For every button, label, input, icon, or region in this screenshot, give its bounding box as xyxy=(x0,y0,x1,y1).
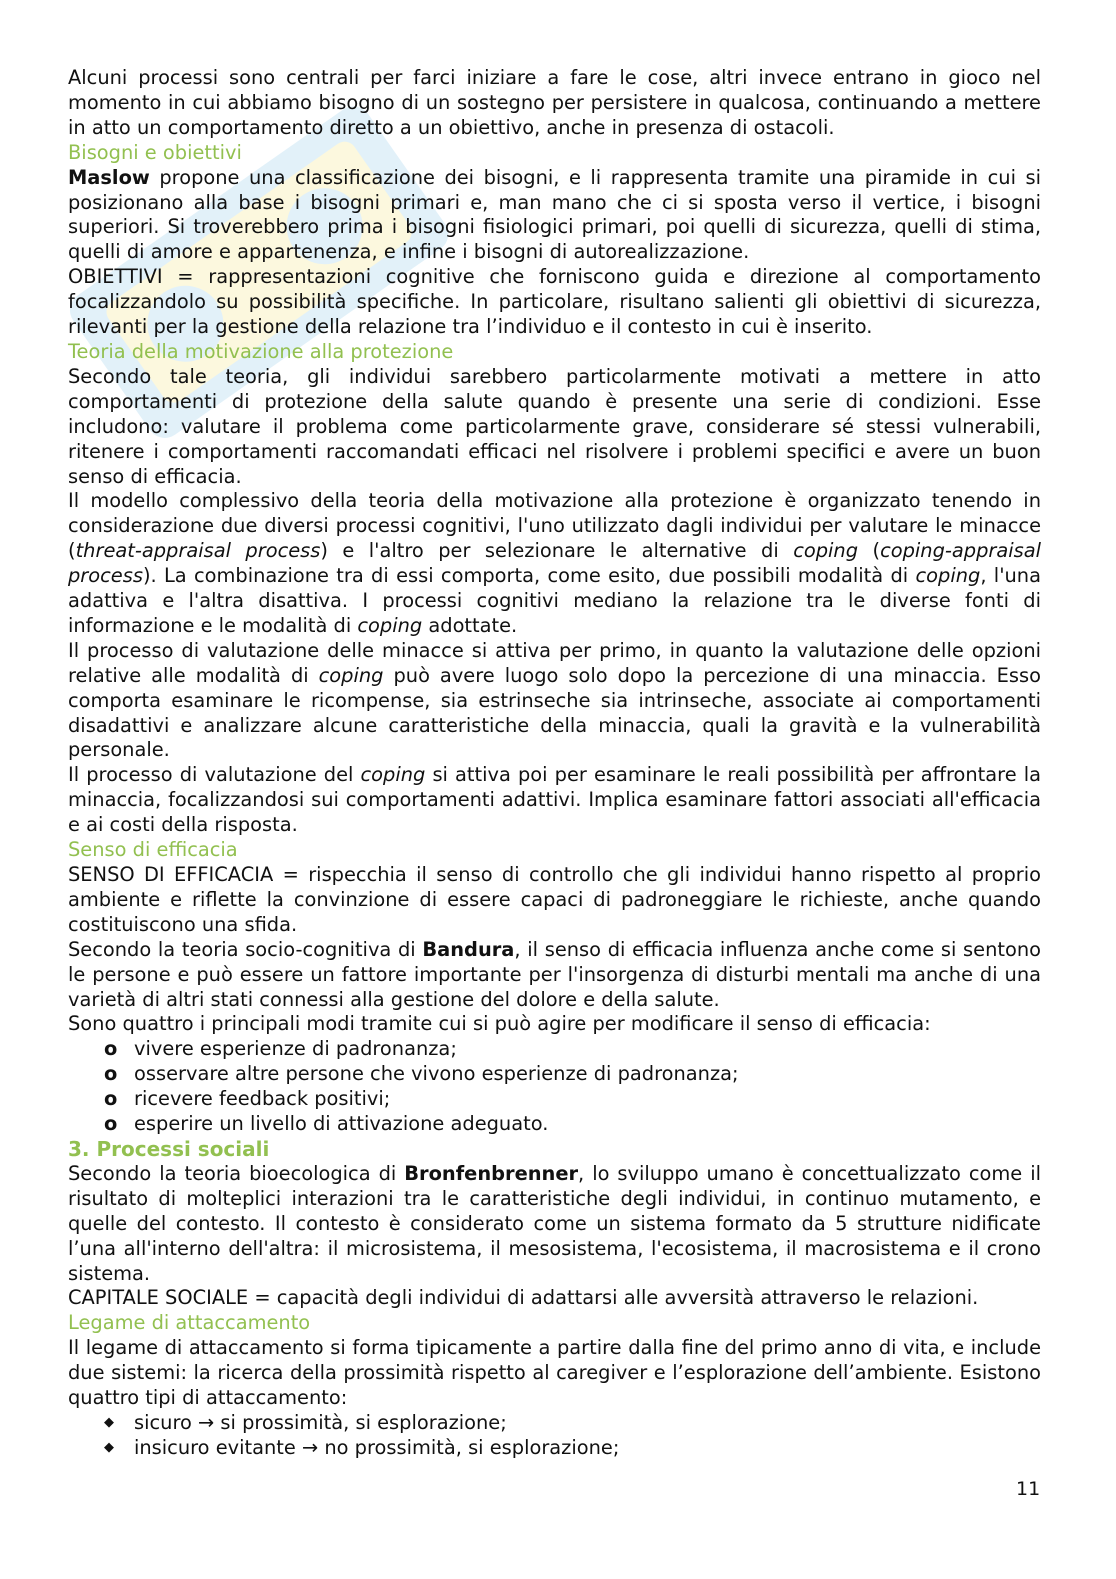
modi-intro: Sono quattro i principali modi tramite cui si può agire per modificare il senso di efficacia: xyxy=(68,1012,931,1036)
list-item: ◆ insicuro evitante → no prossimità, si esplorazione; xyxy=(104,1435,620,1459)
heading-bisogni: Bisogni e obiettivi xyxy=(68,140,242,164)
maslow-text: propone una classificazione dei bisogni, e li rappresenta tramite una piramide in cui si posizionano alla base i bisogni primari e, man mano che ci si sposta verso il vertice, i bisogni superiori. Si troverebbero prima i bisogni fisiologici primari, poi quelli di sicurezza, quelli di stima, quelli di amore e appartenenza, e infine i bisogni di autorealizzazione. xyxy=(68,165,1041,264)
circle-bullet-icon: o xyxy=(104,1037,118,1061)
list-item: o esperire un livello di attivazione adeguato. xyxy=(104,1112,549,1136)
page-number: 11 xyxy=(1016,1478,1041,1500)
attaccamento-list xyxy=(68,1411,1041,1461)
list-item: o osservare altre persone che vivono esperienze di padronanza; xyxy=(104,1062,739,1086)
heading-efficacia: Senso di efficacia xyxy=(68,838,238,862)
intro-paragraph: Alcuni processi sono centrali per farci iniziare a fare le cose, altri invece entrano in gioco nel momento in cui abbiamo bisogno di un sostegno per persistere in qualcosa, continuando a mettere in atto un comportamento diretto a un obiettivo, anche in presenza di ostacoli. xyxy=(68,66,1041,139)
bandura-paragraph: Secondo la teoria socio-cognitiva di Bandura, il senso di efficacia influenza anche come si sentono le persone e può essere un fattore importante per l'insorgenza di disturbi mentali ma anche di una varietà di altri stati connessi alla gestione del dolore e della salute. xyxy=(68,937,1041,1011)
bandura-name: Bandura xyxy=(422,937,515,961)
circle-bullet-icon: o xyxy=(104,1112,118,1136)
efficacia-definition: SENSO DI EFFICACIA = rispecchia il senso di controllo che gli individui hanno rispetto al proprio ambiente e riflette la convinzione di essere capaci di padroneggiare le richieste, anche quando costituiscono una sfida. xyxy=(68,863,1041,936)
protezione-paragraph-1: Secondo tale teoria, gli individui sarebbero particolarmente motivati a mettere in atto comportamenti di protezione della salute quando è presente una serie di condizioni. Esse includono: valutare il problema come particolarmente grave, considerare sé stessi vulnerabili, ritenere i comportamenti raccomandati efficaci nel risolvere i problemi specifici e avere un buon senso di efficacia. xyxy=(68,364,1041,488)
document-page xyxy=(68,66,1041,1461)
protezione-paragraph-3: Il processo di valutazione delle minacce si attiva per primo, in quanto la valutazione delle opzioni relative alle modalità di coping può avere luogo solo dopo la percezione di una minaccia. Esso comporta esaminare le ricompense, sia estrinseche sia intrinseche, associate ai comportamenti disadattivi e analizzare alcune caratteristiche della minaccia, quali la gravità e la vulnerabilità personale. xyxy=(68,638,1041,762)
diamond-bullet-icon: ◆ xyxy=(104,1439,114,1455)
heading-legame: Legame di attaccamento xyxy=(68,1311,311,1335)
protezione-paragraph-4: Il processo di valutazione del coping si attiva poi per esaminare le reali possibilità per affrontare la minaccia, focalizzandosi sui comportamenti adattivi. Implica esaminare fattori associati all'efficacia e ai costi della risposta. xyxy=(68,763,1041,837)
modi-list xyxy=(68,1037,1041,1137)
maslow-name: Maslow xyxy=(68,165,150,189)
heading-protezione: Teoria della motivazione alla protezione xyxy=(68,339,454,363)
diamond-bullet-icon: ◆ xyxy=(104,1414,114,1430)
circle-bullet-icon: o xyxy=(104,1062,118,1086)
capitale-sociale-paragraph: CAPITALE SOCIALE = capacità degli individui di adattarsi alle avversità attraverso le relazioni. xyxy=(68,1286,979,1310)
obiettivi-paragraph: OBIETTIVI = rappresentazioni cognitive che forniscono guida e direzione al comportamento focalizzandolo su possibilità specifiche. In particolare, risultano salienti gli obiettivi di sicurezza, rilevanti per la gestione della relazione tra l’individuo e il contesto in cui è inserito. xyxy=(68,265,1041,339)
bronfenbrenner-paragraph: Secondo la teoria bioecologica di Bronfenbrenner, lo sviluppo umano è concettualizzato come il risultato di molteplici interazioni tra le caratteristiche degli individui, in continuo mutamento, e quelle del contesto. Il contesto è considerato come un sistema formato da 5 strutture nidificate l’una all'interno dell'altra: il microsistema, il mesosistema, l'ecosistema, il macrosistema e il crono sistema. xyxy=(68,1161,1041,1285)
circle-bullet-icon: o xyxy=(104,1087,118,1111)
protezione-paragraph-2: Il modello complessivo della teoria della motivazione alla protezione è organizzato tenendo in considerazione due diversi processi cognitivi, l'uno utilizzato dagli individui per valutare le minacce (threat-appraisal process) e l'altro per selezionare le alternative di coping (coping-appraisal process). La combinazione tra di essi comporta, come esito, due possibili modalità di coping, l'una adattiva e l'altra disattiva. I processi cognitivi mediano la relazione tra le diverse fonti di informazione e le modalità di coping adottate. xyxy=(68,489,1041,637)
section-heading-processi-sociali: 3. Processi sociali xyxy=(68,1136,270,1161)
list-item: ◆ sicuro → si prossimità, si esplorazione; xyxy=(104,1410,507,1434)
bronfenbrenner-name: Bronfenbrenner xyxy=(404,1161,579,1185)
list-item: o ricevere feedback positivi; xyxy=(104,1087,391,1111)
legame-paragraph: Il legame di attaccamento si forma tipicamente a partire dalla fine del primo anno di vita, e include due sistemi: la ricerca della prossimità rispetto al caregiver e l’esplorazione dell’ambiente. Esistono quattro tipi di attaccamento: xyxy=(68,1336,1041,1410)
list-item: o vivere esperienze di padronanza; xyxy=(104,1037,457,1061)
maslow-paragraph xyxy=(68,166,1041,266)
